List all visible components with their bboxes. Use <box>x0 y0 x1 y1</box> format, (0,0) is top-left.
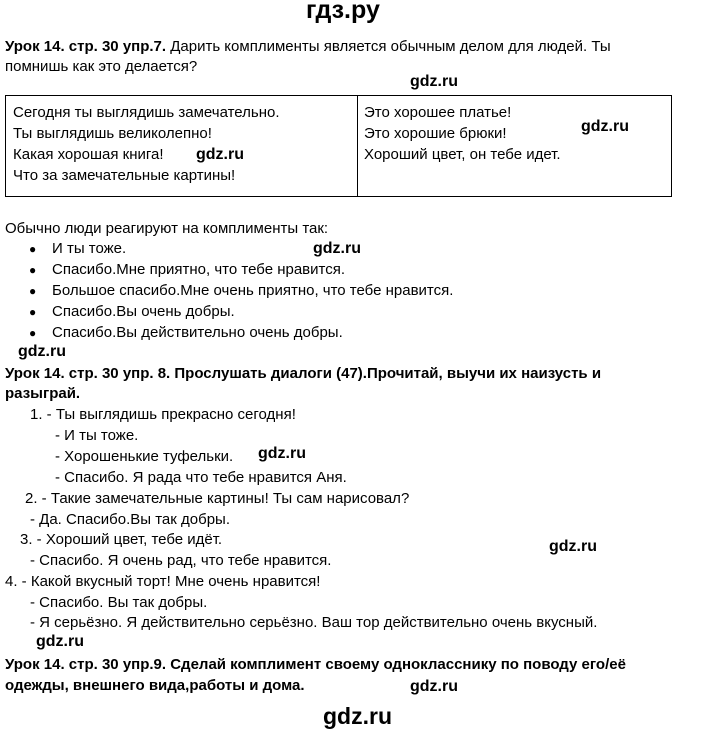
bullet-icon: ● <box>29 305 37 319</box>
compliment-item: Это хорошие брюки! <box>364 125 507 142</box>
reaction-item: Большое спасибо.Мне очень приятно, что тебе нравится. <box>52 282 454 299</box>
compliment-item: Какая хорошая книга! <box>13 146 164 163</box>
dialogue-line: - Да. Спасибо.Вы так добры. <box>30 511 230 528</box>
compliments-left-cell <box>6 96 358 197</box>
ex7-intro-line2: помнишь как это делается? <box>5 58 198 75</box>
compliments-right-cell <box>358 96 672 197</box>
ex8-heading-line1: Урок 14. стр. 30 упр. 8. Прослушать диалоги (47).Прочитай, выучи их наизусть и <box>5 365 602 382</box>
dialogue-line: 3. - Хороший цвет, тебе идёт. <box>20 531 223 548</box>
watermark: gdz.ru <box>581 118 629 135</box>
compliments-table <box>5 95 672 197</box>
reaction-item: Спасибо.Вы очень добры. <box>52 303 235 320</box>
reaction-item: И ты тоже. <box>52 240 127 257</box>
reactions-intro: Обычно люди реагируют на комплименты так: <box>5 220 329 237</box>
watermark: gdz.ru <box>313 240 361 257</box>
bullet-icon: ● <box>29 242 37 256</box>
dialogue-line: 2. - Такие замечательные картины! Ты сам нарисовал? <box>25 490 410 507</box>
watermark: gdz.ru <box>196 146 244 163</box>
dialogue-line: - Спасибо. Я очень рад, что тебе нравится. <box>30 552 332 569</box>
bullet-icon: ● <box>29 284 37 298</box>
ex7-text: Дарить комплименты является обычным делом для людей. Ты <box>166 38 611 55</box>
dialogue-line: - Я серьёзно. Я действительно серьёзно. Ваш тор действительно очень вкусный. <box>30 614 598 631</box>
site-footer: gdz.ru <box>323 703 392 729</box>
reaction-item: Спасибо.Мне приятно, что тебе нравится. <box>52 261 346 278</box>
reaction-item: Спасибо.Вы действительно очень добры. <box>52 324 343 341</box>
watermark: gdz.ru <box>549 538 597 555</box>
ex7-heading: Урок 14. стр. 30 упр.7. <box>5 38 167 55</box>
bullet-icon: ● <box>29 263 37 277</box>
dialogue-line: 4. - Какой вкусный торт! Мне очень нравится! <box>5 573 321 590</box>
ex8-heading-line2: разыграй. <box>5 385 81 402</box>
ex9-heading-line2: одежды, внешнего вида,работы и дома. <box>5 677 305 694</box>
ex9-heading-line1: Урок 14. стр. 30 упр.9. Сделай комплимент своему однокласснику по поводу его/её <box>5 656 626 673</box>
compliment-item: Это хорошее платье! <box>364 104 512 121</box>
watermark: gdz.ru <box>410 678 458 695</box>
dialogue-line: - И ты тоже. <box>55 427 139 444</box>
bullet-icon: ● <box>29 326 37 340</box>
dialogue-line: 1. - Ты выглядишь прекрасно сегодня! <box>30 406 296 423</box>
site-title: гдз.ру <box>306 0 380 24</box>
compliment-item: Что за замечательные картины! <box>13 167 236 184</box>
dialogue-line: - Спасибо. Я рада что тебе нравится Аня. <box>55 469 347 486</box>
watermark: gdz.ru <box>36 633 84 650</box>
ex7-intro-line1 <box>5 37 611 57</box>
dialogue-line: - Хорошенькие туфельки. <box>55 448 234 465</box>
compliment-item: Ты выглядишь великолепно! <box>13 125 212 142</box>
compliment-item: Хороший цвет, он тебе идет. <box>364 146 561 163</box>
dialogue-line: - Спасибо. Вы так добры. <box>30 594 208 611</box>
watermark: gdz.ru <box>18 343 66 360</box>
watermark: gdz.ru <box>258 445 306 462</box>
watermark: gdz.ru <box>410 73 458 90</box>
compliment-item: Сегодня ты выглядишь замечательно. <box>13 104 280 121</box>
